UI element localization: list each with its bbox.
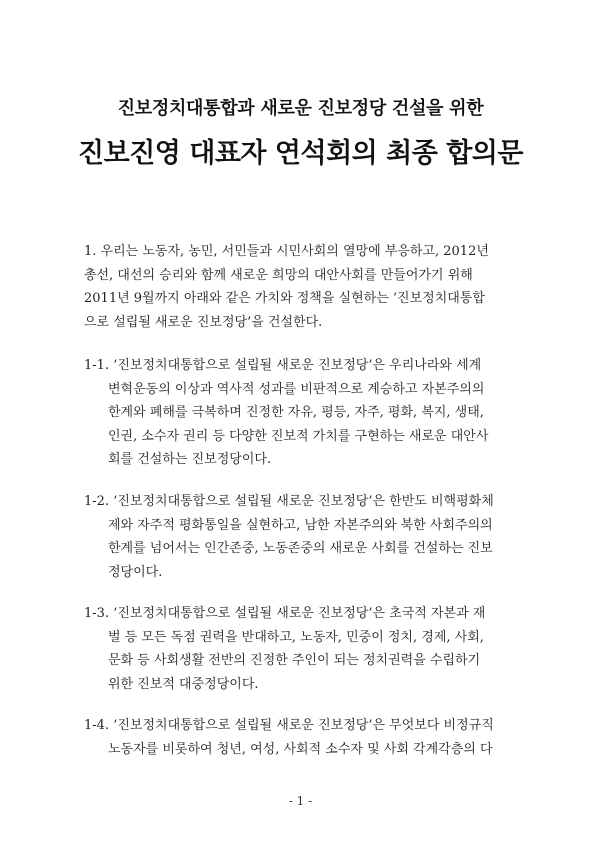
paragraph-1 (84, 240, 530, 334)
paragraph-line: 1-4. ‘진보정치대통합으로 설립될 새로운 진보정당’은 무엇보다 비정규직 (84, 718, 494, 733)
paragraph-line: 문화 등 사회생활 전반의 진정한 주인이 되는 정치권력을 수립하기 (108, 653, 481, 668)
paragraph-line: 총선, 대선의 승리와 함께 새로운 희망의 대안사회를 만들어가기 위해 (84, 267, 473, 283)
paragraph-1-1 (84, 354, 530, 472)
document-title: 진보진영 대표자 연석회의 최종 합의문 (78, 138, 523, 169)
paragraph-line: 정당이다. (108, 564, 163, 580)
page-number: - 1 - (288, 794, 313, 808)
paragraph-line: 으로 설립될 새로운 진보정당’을 건설한다. (84, 314, 323, 330)
paragraph-line: 위한 진보적 대중정당이다. (108, 676, 259, 692)
paragraph-line: 회를 건설하는 진보정당이다. (108, 452, 272, 467)
paragraph-line: 1-2. ‘진보정치대통합으로 설립될 새로운 진보정당’은 한반도 비핵평화체 (84, 494, 494, 509)
paragraph-line: 벌 등 모든 독점 권력을 반대하고, 노동자, 민중이 정치, 경제, 사회, (108, 629, 484, 645)
paragraph-line: 변혁운동의 이상과 역사적 성과를 비판적으로 계승하고 자본주의의 (108, 381, 485, 397)
paragraph-line: 한계와 폐해를 극복하며 진정한 자유, 평등, 자주, 평화, 복지, 생태, (108, 405, 484, 420)
paragraph-line: 한계를 넘어서는 인간존중, 노동존중의 새로운 사회를 건설하는 진보 (108, 541, 493, 556)
paragraph-line: 1-1. ‘진보정치대통합으로 설립될 새로운 진보정당’은 우리나라와 세계 (84, 358, 482, 373)
paragraph-1-3 (84, 602, 530, 696)
document-subtitle: 진보정치대통합과 새로운 진보정당 건설을 위한 (117, 98, 484, 119)
paragraph-line: 1-3. ‘진보정치대통합으로 설립될 새로운 진보정당’은 초국적 자본과 재 (84, 606, 486, 621)
paragraph-1-4 (84, 714, 530, 761)
paragraph-line: 인권, 소수자 권리 등 다양한 진보적 가치를 구현하는 새로운 대안사 (108, 428, 489, 444)
paragraph-line: 노동자를 비롯하여 청년, 여성, 사회적 소수자 및 사회 각계각층의 다 (108, 741, 493, 757)
paragraph-line: 2011년 9월까지 아래와 같은 가치와 정책을 실현하는 ‘진보정치대통합 (84, 291, 485, 306)
paragraph-line: 제와 자주적 평화통일을 실현하고, 남한 자본주의와 북한 사회주의의 (108, 517, 493, 533)
paragraph-1-2 (84, 490, 530, 584)
paragraph-line: 1. 우리는 노동자, 농민, 서민들과 시민사회의 열망에 부응하고, 2012년 (84, 244, 489, 259)
